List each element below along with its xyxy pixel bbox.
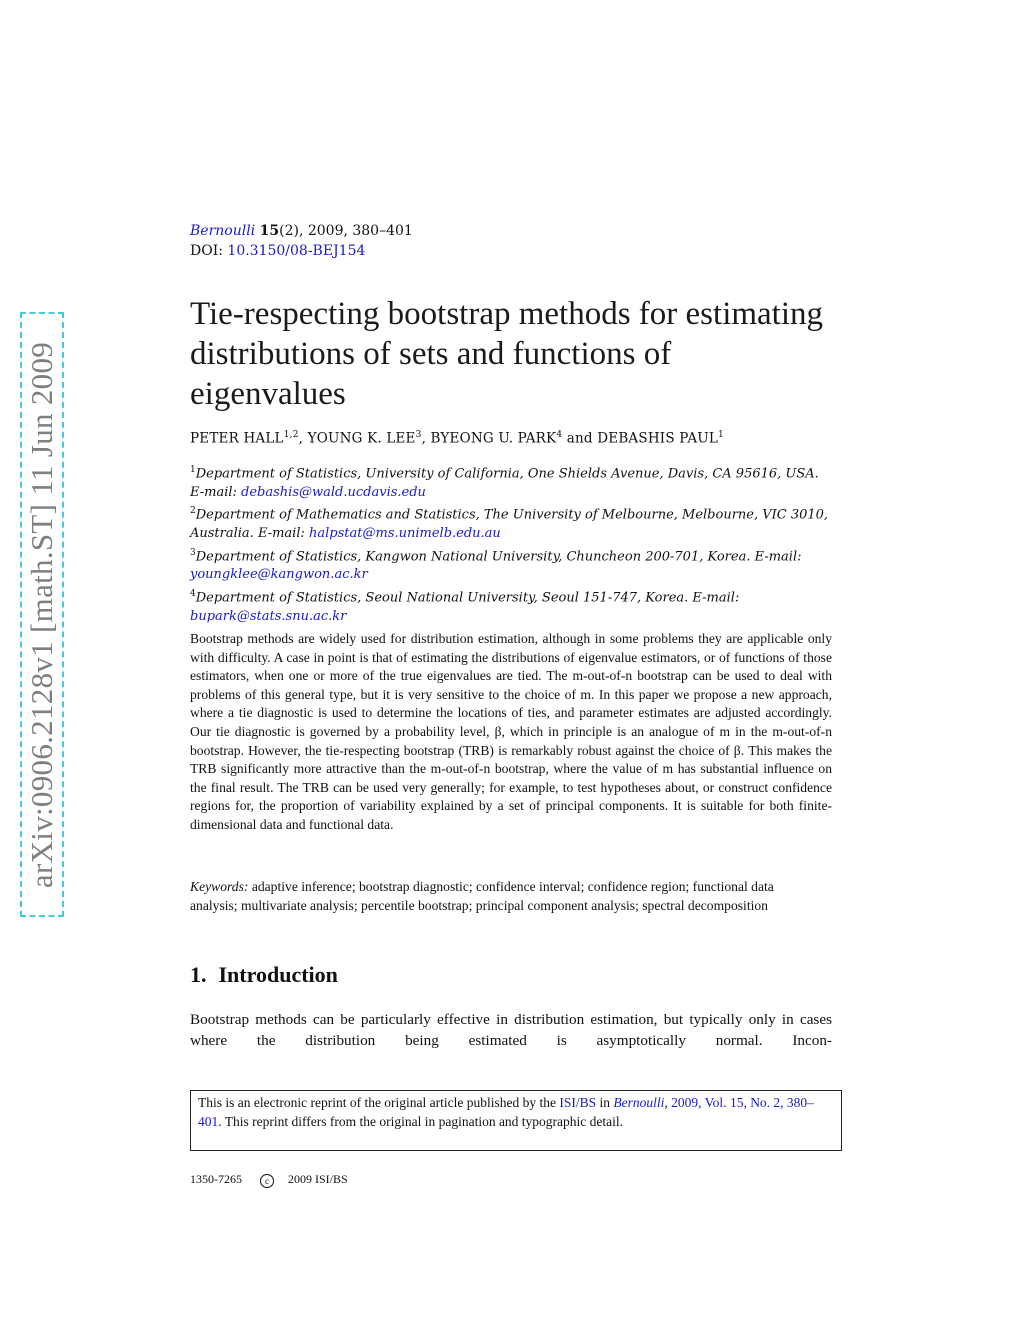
email-link[interactable]: halpstat@ms.unimelb.edu.au [309,526,501,542]
reprint-citation-link[interactable]: 2009, Vol. 15, No. 2, 380–401 [198,1095,814,1129]
footer-copyright [190,1172,348,1188]
email-link[interactable]: bupark@stats.snu.ac.kr [190,608,347,624]
email-label: E-mail: [692,590,740,606]
author-separator: and [562,430,598,447]
reprint-in: in [599,1095,611,1110]
doi-label: DOI: [190,243,223,259]
section-heading [190,962,832,988]
affiliation-marker: 2 [190,506,196,517]
keywords-label: Keywords: [190,879,249,894]
affiliation-item [190,502,832,543]
author-list [190,430,832,447]
journal-volume: 15 [259,223,280,239]
reprint-text-after: . This reprint differs from the original in pagination and typographic detail. [218,1113,624,1129]
affiliation-marker: 3 [190,547,196,558]
publisher-link[interactable]: ISI/BS [559,1095,597,1110]
author-separator: , [421,430,431,447]
author-separator: , [298,430,308,447]
arxiv-side-stamp [20,312,64,917]
email-label: E-mail: [754,548,802,564]
author-affiliation-marker: 1,2 [283,430,299,440]
affiliation-text: Department of Statistics, Kangwon National University, Chuncheon 200-701, Korea. [195,548,751,564]
author-affiliation-marker: 3 [415,430,422,440]
author-name: YOUNG K. LEE [307,430,416,447]
journal-issue-year-pages: (2), 2009, 380–401 [279,223,413,239]
copyright-text: 2009 ISI/BS [288,1172,348,1186]
author-name: PETER HALL [190,430,284,447]
email-link[interactable]: debashis@wald.ucdavis.edu [241,484,426,500]
author-affiliation-marker: 1 [718,430,724,440]
author-affiliation-marker: 4 [556,430,563,440]
email-label: E-mail: [257,526,305,542]
arxiv-identifier: arXiv:0906.2128v1 [math.ST] 11 Jun 2009 [24,341,59,888]
journal-citation [190,221,832,261]
paper-title: Tie-respecting bootstrap methods for estimating distributions of sets and functions of eigenvalues [190,296,824,412]
copyright-symbol: c [260,1174,274,1188]
reprint-text-before: This is an electronic reprint of the original article published by the [198,1095,557,1110]
author-name: DEBASHIS PAUL [597,430,719,447]
journal-name-link[interactable]: Bernoulli [190,223,256,239]
affiliation-marker: 4 [190,588,196,599]
affiliation-text: Department of Statistics, University of California, One Shields Avenue, Davis, CA 95616, USA. [195,466,819,482]
reprint-notice: This is an electronic reprint of the original article published by the ISI/BS in Bernoulli, 2009, Vol. 15, No. 2, 380–401. This reprint differs from the original in pagination and typographic detail. [190,1090,842,1151]
affiliation-item [190,461,832,502]
issn: 1350-7265 [190,1172,242,1186]
doi-link[interactable]: 10.3150/08-BEJ154 [227,243,366,259]
email-link[interactable]: youngklee@kangwon.ac.kr [190,567,368,583]
affiliation-list [190,461,832,626]
email-label: E-mail: [190,484,237,500]
affiliation-text: Department of Statistics, Seoul National University, Seoul 151-747, Korea. [195,590,689,606]
section-number: 1. [190,962,207,987]
reprint-journal-link[interactable]: Bernoulli [613,1095,665,1110]
affiliation-item [190,585,832,626]
affiliation-text: Department of Mathematics and Statistics, The University of Melbourne, Melbourne, VIC 3010, Australia. [190,507,829,542]
section-title: Introduction [218,962,338,987]
intro-paragraph: Bootstrap methods can be particularly effective in distribution estimation, but typically only in cases where the distribution being estimated is asymptotically normal. Incon- [190,1011,832,1049]
author-name: BYEONG U. PARK [430,430,557,447]
affiliation-marker: 1 [190,465,196,475]
abstract: Bootstrap methods are widely used for distribution estimation, although in some problems they are applicable only with difficulty. A case in point is that of estimating the distributions of eigenvalue estimators, or of functions of those estimators, when one or more of the true eigenvalues are tied. The m-out-of-n bootstrap can be used to deal with problems of this general type, but it is very sensitive to the choice of m. In this paper we propose a new approach, where a tie diagnostic is used to determine the locations of ties, and parameter estimates are adjusted accordingly. Our tie diagnostic is governed by a probability level, β, which in principle is an analogue of m in the m-out-of-n bootstrap. However, the tie-respecting bootstrap (TRB) is remarkably robust against the choice of β. This makes the TRB significantly more attractive than the m-out-of-n bootstrap, where the value of m has substantial influence on the final result. The TRB can be used very generally; for example, to test hypotheses about, or construct confidence regions for, the proportion of variability explained by a set of principal components. It is suitable for both finite-dimensional data and functional data. [190,631,832,832]
keywords-text: adaptive inference; bootstrap diagnostic; confidence interval; confidence region; functional data analysis; multivariate analysis; percentile bootstrap; principal component analysis; spectral decomposition [190,879,774,913]
keywords [190,878,810,915]
affiliation-item [190,544,832,585]
